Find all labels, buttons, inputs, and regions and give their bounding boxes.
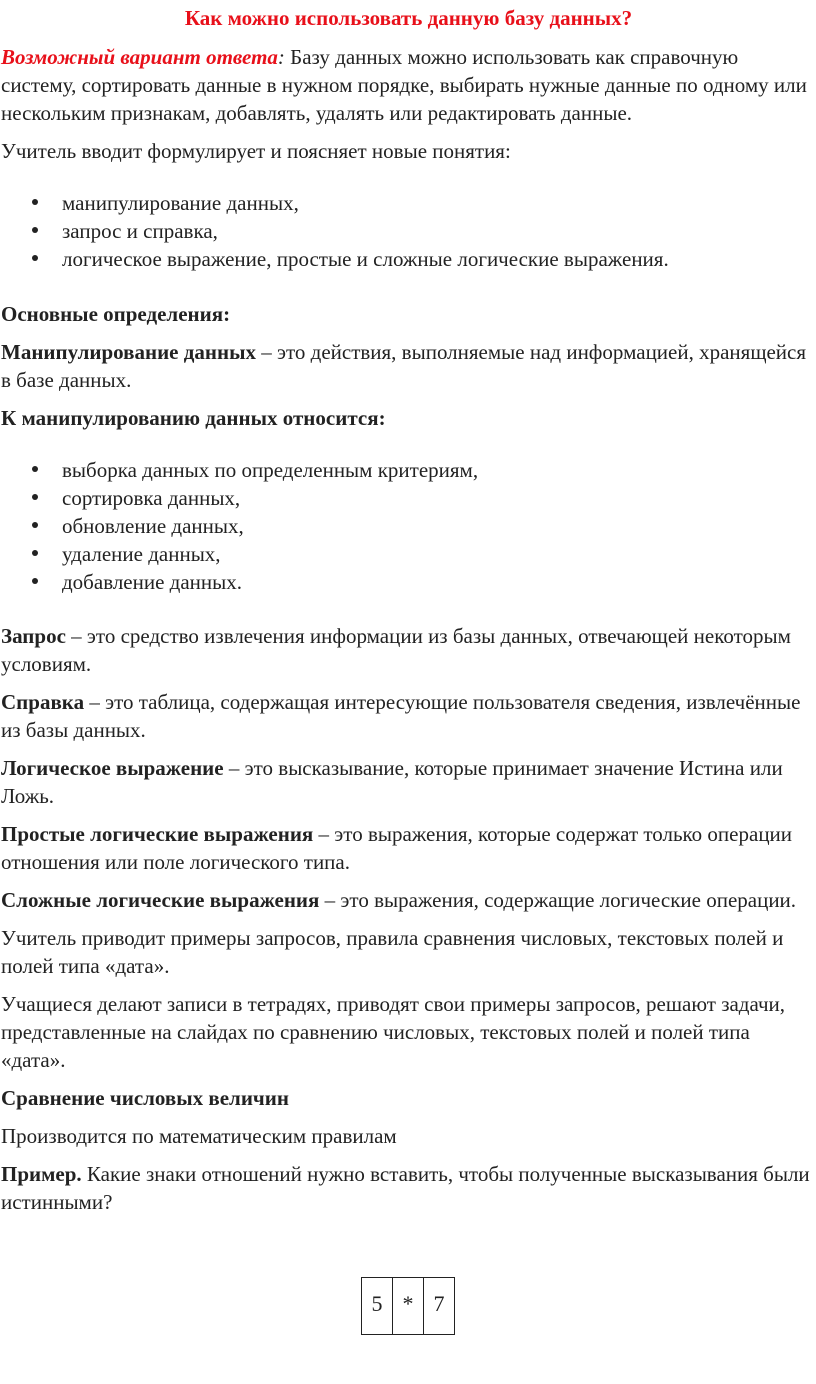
answer-colon: : [277, 45, 285, 69]
bullet-icon [32, 550, 38, 556]
answer-paragraph [0, 43, 816, 127]
list-item-text: обновление данных, [62, 514, 244, 538]
list-item-text: добавление данных. [62, 570, 243, 594]
answer-label: Возможный вариант ответа [1, 45, 278, 69]
definition-term: Простые логические выражения [1, 822, 314, 846]
list-item-text: выборка данных по определенным критериям, [62, 458, 479, 482]
list-item [0, 512, 816, 540]
definitions-heading [0, 300, 816, 328]
example-table [361, 1277, 455, 1335]
document-page [0, 4, 816, 1384]
list-item [0, 245, 816, 273]
example-cell: 5 [371, 1291, 383, 1316]
definition-term: Справка [1, 690, 85, 714]
manipulation-heading [0, 404, 816, 432]
definition-term: Запрос [1, 624, 66, 648]
definitions-heading-text: Основные определения: [1, 302, 231, 326]
complex-expression-definition [0, 886, 816, 914]
list-item-text: сортировка данных, [62, 486, 241, 510]
definition-text: – это выражения, которые содержат только операции отношения или поле логического типа. [1, 822, 793, 874]
definition-text: – это средство извлечения информации из базы данных, отвечающей некоторым условиям. [1, 624, 791, 676]
logical-expression-definition [0, 754, 816, 810]
definition-term: Сложные логические выражения [1, 888, 320, 912]
definition-text: – это таблица, содержащая интересующие пользователя сведения, извлечённые из базы данных. [1, 690, 801, 742]
answer-text: Базу данных можно использовать как справочную систему, сортировать данные в нужном порядке, выбирать нужные данные по одному или нескольким признакам, добавлять, удалять или редактировать данные. [1, 45, 807, 125]
bullet-icon [32, 199, 38, 205]
definition-text: – это действия, выполняемые над информацией, хранящейся в базе данных. [1, 340, 807, 392]
list-item [0, 217, 816, 245]
concepts-list [0, 189, 816, 273]
definition-text: – это выражения, содержащие логические операции. [319, 888, 797, 912]
manipulation-definition [0, 338, 816, 394]
compare-heading [0, 1084, 816, 1112]
example-paragraph [0, 1160, 816, 1216]
definition-text: – это высказывание, которые принимает значение Истина или Ложь. [1, 756, 783, 808]
example-cell: * [392, 1278, 423, 1334]
list-item [0, 568, 816, 596]
page-title: Как можно использовать данную базу данных? [184, 6, 633, 30]
definition-term: Логическое выражение [1, 756, 224, 780]
bullet-icon [32, 578, 38, 584]
list-item [0, 456, 816, 484]
list-item-text: манипулирование данных, [62, 191, 299, 215]
teacher-examples-paragraph: Учитель приводит примеры запросов, правила сравнения числовых, текстовых полей и полей типа «дата». [1, 926, 784, 978]
compare-heading-text: Сравнение числовых величин [1, 1086, 289, 1110]
list-item-text: удаление данных, [62, 542, 221, 566]
bullet-icon [32, 227, 38, 233]
simple-expression-definition [0, 820, 816, 876]
students-paragraph: Учащиеся делают записи в тетрадях, приводят свои примеры запросов, решают задачи, представленные на слайдах по сравнению числовых, текстовых полей и полей типа «дата». [1, 992, 786, 1072]
bullet-icon [32, 522, 38, 528]
list-item-text: запрос и справка, [62, 219, 218, 243]
example-text: Какие знаки отношений нужно вставить, чтобы полученные высказывания были истинными? [1, 1162, 810, 1214]
list-item-text: логическое выражение, простые и сложные логические выражения. [62, 247, 669, 271]
bullet-icon [32, 494, 38, 500]
example-cell: 7 [423, 1278, 454, 1334]
bullet-icon [32, 255, 38, 261]
reference-definition [0, 688, 816, 744]
compare-paragraph: Производится по математическим правилам [1, 1124, 397, 1148]
example-label: Пример. [1, 1162, 82, 1186]
manipulation-heading-text: К манипулированию данных относится: [1, 406, 386, 430]
query-definition [0, 622, 816, 678]
bullet-icon [32, 466, 38, 472]
list-item [0, 189, 816, 217]
intro-paragraph: Учитель вводит формулирует и поясняет новые понятия: [1, 139, 511, 163]
list-item [0, 540, 816, 568]
list-item [0, 484, 816, 512]
definition-term: Манипулирование данных [1, 340, 256, 364]
operations-list [0, 456, 816, 596]
